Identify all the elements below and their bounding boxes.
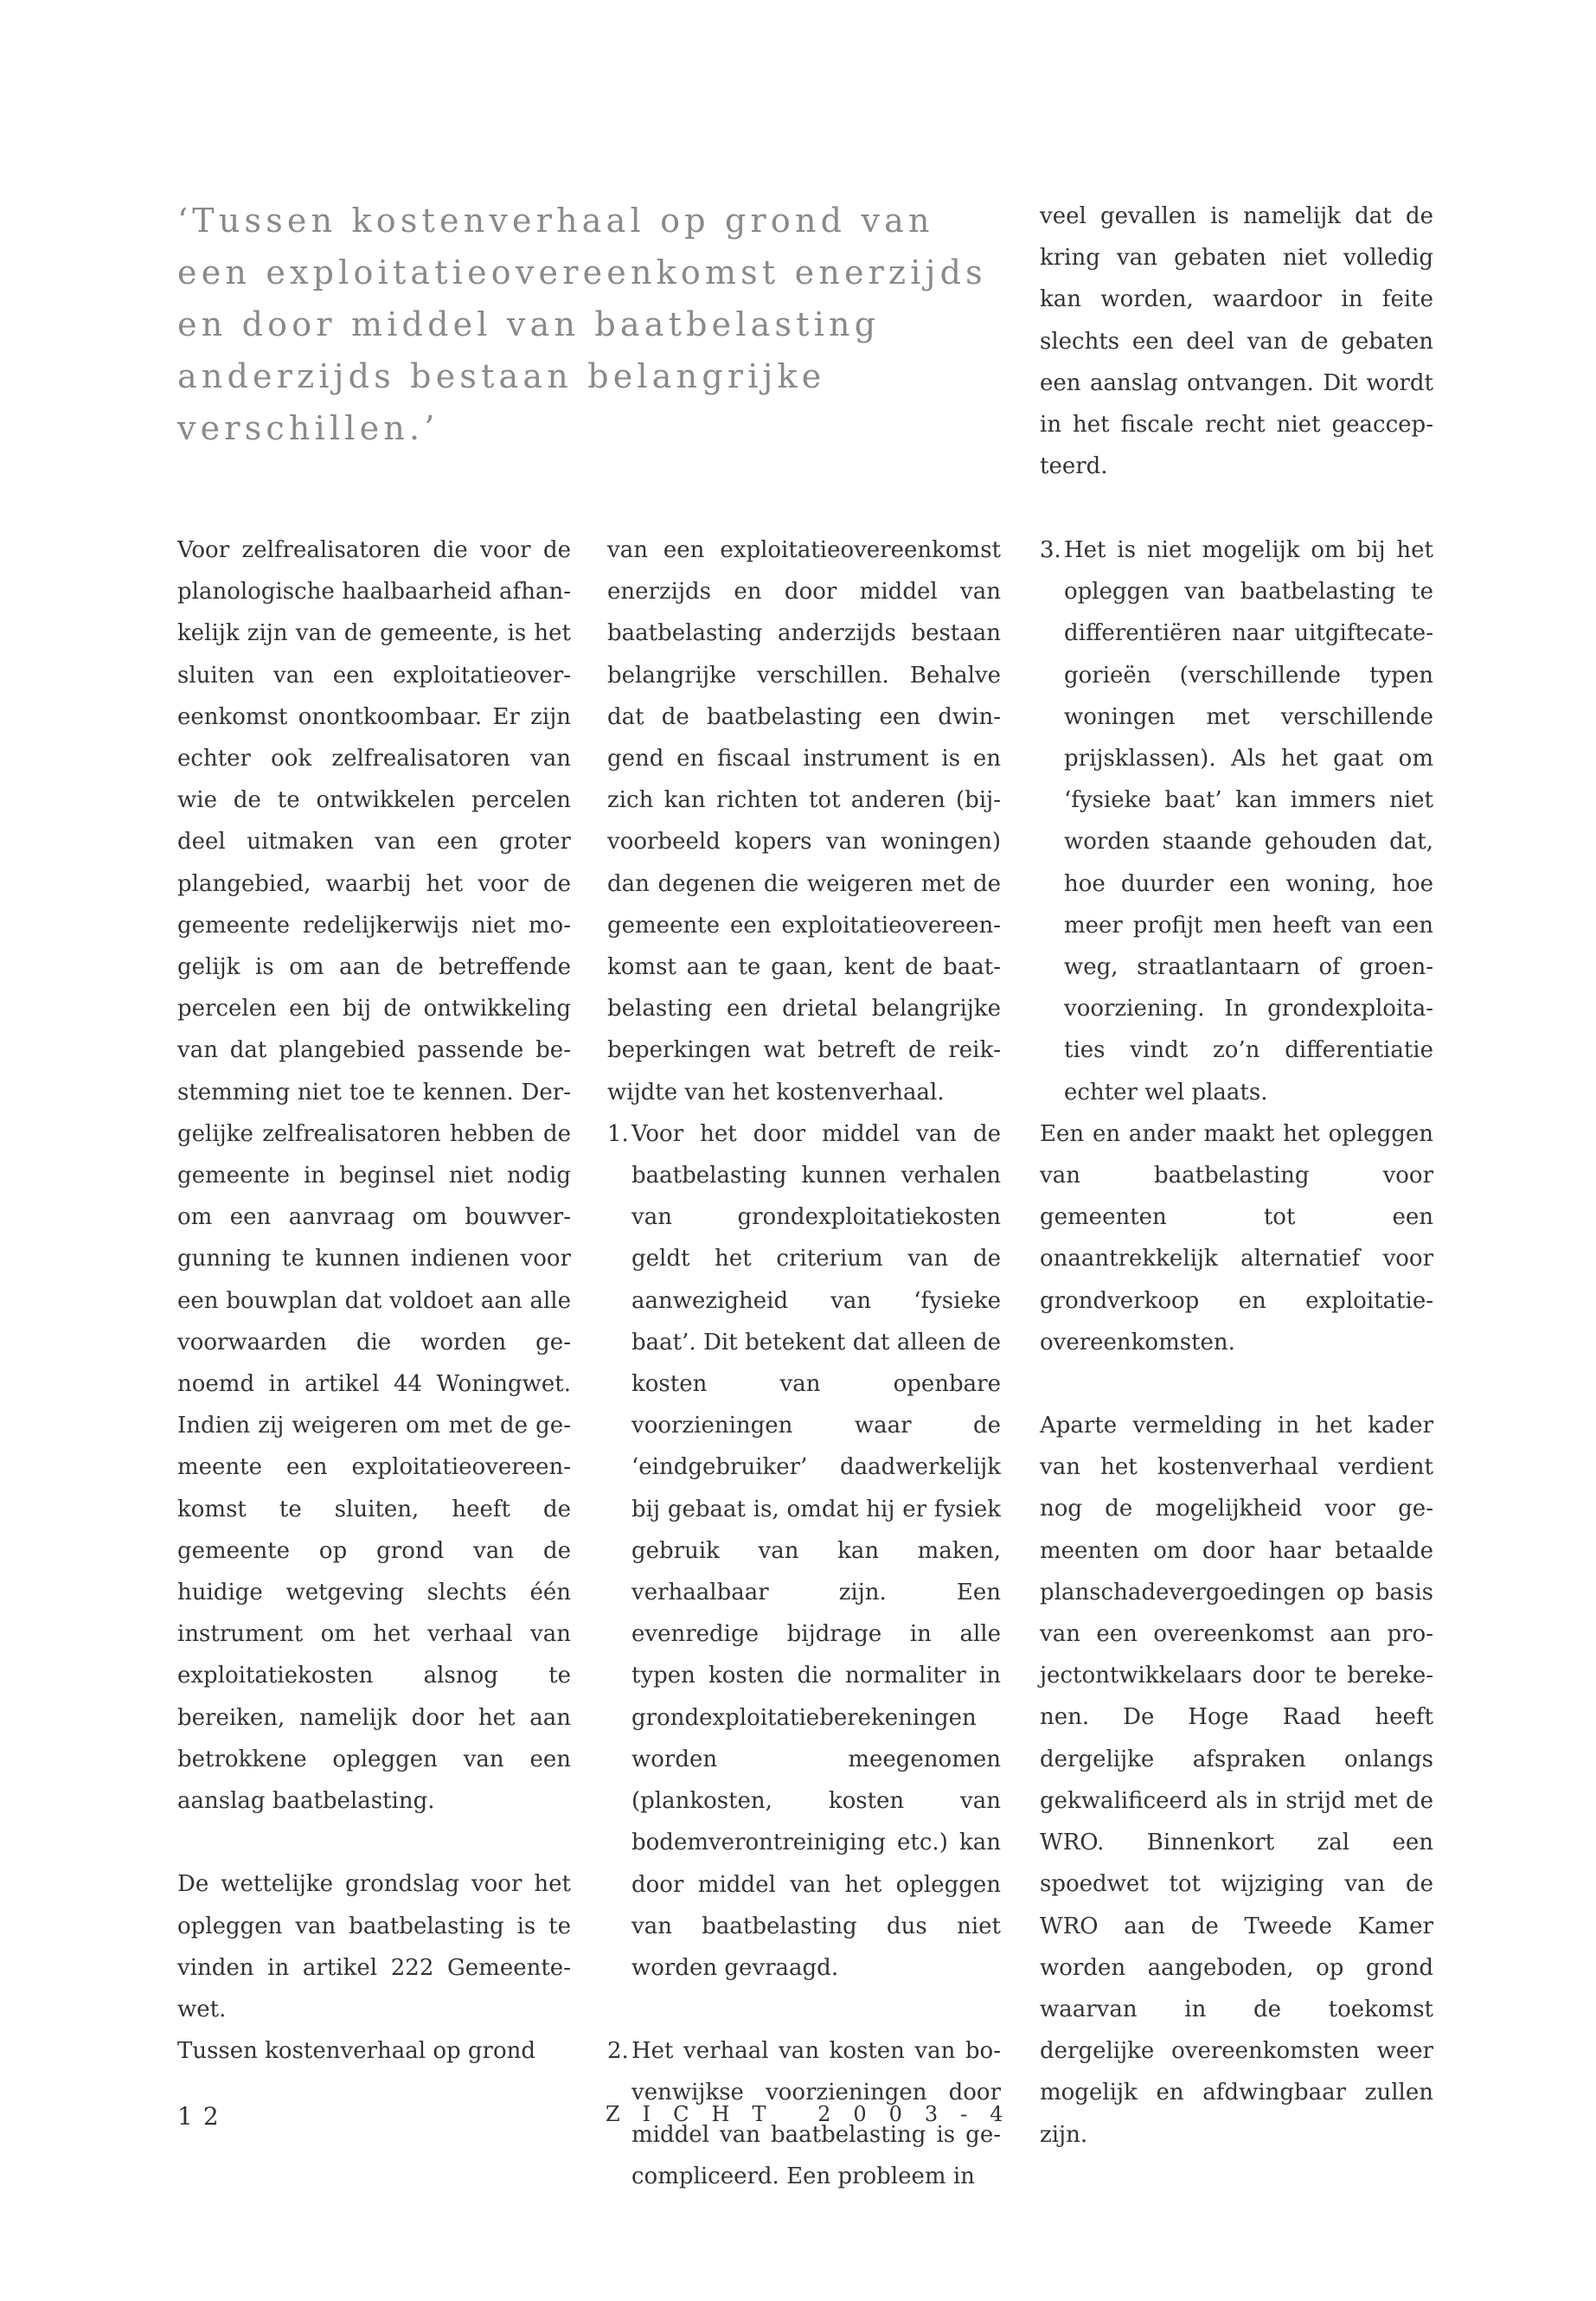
column-1 <box>177 529 571 2072</box>
paragraph: van een exploitatieovereenkomst enerzijds en door middel van baatbelasting anderzijds bestaan belangrijke verschillen. Behalve dat de baatbelasting een dwingend en fiscaal instrument is en zich kan richten tot anderen (bijvoorbeeld kopers van woningen) dan degenen die weigeren met de gemeente een exploitatieovereenkomst aan te gaan, kent de baatbelasting een drietal belangrijke beperkingen wat betreft de reikwijdte van het kostenverhaal. <box>607 537 1001 1106</box>
magazine-issue: ZICHT 2003-4 <box>606 2102 1026 2126</box>
paragraph: Aparte vermelding in het kader van het kostenverhaal verdient nog de mogelijkheid voor gemeenten om door haar betaalde planschadevergoedingen op basis van een overeenkomst aan projectontwikkelaars door te berekenen. De Hoge Raad heeft dergelijke afspraken onlangs gekwalificeerd als in strijd met de WRO. Binnenkort zal een spoedwet tot wijziging van de WRO aan de Tweede Kamer worden aangeboden, op grond waarvan in de toekomst dergelijke overeenkomsten weer mogelijk en afdwingbaar zullen zijn. <box>1040 1413 1433 2148</box>
list-item <box>1040 529 1433 1113</box>
list-item-text: Voor het door middel van de baatbelasting kunnen verhalen van grondexploitatiekosten geldt het criterium van de aanwezigheid van ‘fysieke baat’. Dit betekent dat alleen de kosten van openbare voorzieningen waar de ‘eindgebruiker’ daadwerkelijk bij gebaat is, omdat hij er fysiek gebruik van kan maken, verhaalbaar zijn. Een evenredige bijdrage in alle typen kosten die normaliter in grondexploitatieberekeningen worden meegenomen (plankosten, kosten van bodemverontreiniging etc.) kan door middel van het opleggen van baatbelasting dus niet worden gevraagd. <box>631 1120 1001 1981</box>
column-3 <box>1040 529 1433 2156</box>
numbered-list <box>607 1113 1001 2197</box>
list-item-text: Het is niet mogelijk om bij het opleggen van baatbelasting te differentiëren naar uitgiftecategorieën (verschillende typen woningen met verschillende prijsklassen). Als het gaat om ‘fysieke baat’ kan immers niet worden staande gehouden dat, hoe duurder een woning, hoe meer profijt men heeft van een weg, straatlantaarn of groenvoorziening. In grondexploitaties vindt zo’n differentiatie echter wel plaats. <box>1064 537 1433 1106</box>
paragraph: Een en ander maakt het opleggen van baatbelasting voor gemeenten tot een onaantrekkelijk alternatief voor grondverkoop en exploitatieovereenkomsten. <box>1040 1120 1433 1356</box>
column-2 <box>607 529 1001 2197</box>
list-item-text: Het verhaal van kosten van bovenwijkse voorzieningen door middel van baatbelasting is gecompliceerd. Een probleem in <box>631 2038 1001 2189</box>
paragraph: Tussen kostenverhaal op grond <box>177 2038 536 2065</box>
column-3-top <box>1040 195 1433 487</box>
list-number: 1. <box>607 1120 629 1147</box>
paragraph: De wettelijke grondslag voor het opleggen van baatbelasting is te vinden in artikel 222 Gemeentewet. <box>177 1871 571 2022</box>
page-number: 12 <box>177 2102 229 2131</box>
paragraph: veel gevallen is namelijk dat de kring van gebaten niet volledig kan worden, waardoor in feite slechts een deel van de gebaten een aanslag ontvangen. Dit wordt in het fiscale recht niet geaccepteerd. <box>1040 203 1433 480</box>
list-number: 2. <box>607 2038 629 2065</box>
numbered-list <box>1040 529 1433 1113</box>
list-item <box>607 1113 1001 1989</box>
pull-quote: ‘Tussen kostenverhaal op grond van een exploitatieovereenkomst enerzijds en door middel van baatbelasting anderzijds bestaan belangrijke verschillen.’ <box>177 202 987 447</box>
paragraph: Voor zelfrealisatoren die voor de planologische haalbaarheid afhankelijk zijn van de gemeente, is het sluiten van een exploitatieovereenkomst onontkoombaar. Er zijn echter ook zelfrealisatoren van wie de te ontwikkelen percelen deel uitmaken van een groter plangebied, waarbij het voor de gemeente redelijkerwijs niet mogelijk is om aan de betreffende percelen een bij de ontwikkeling van dat plangebied passende bestemming niet toe te kennen. Dergelijke zelfrealisatoren hebben de gemeente in beginsel niet nodig om een aanvraag om bouwvergunning te kunnen indienen voor een bouwplan dat voldoet aan alle voorwaarden die worden genoemd in artikel 44 Woningwet. Indien zij weigeren om met de gemeente een exploitatieovereenkomst te sluiten, heeft de gemeente op grond van de huidige wetgeving slechts één instrument om het verhaal van exploitatiekosten alsnog te bereiken, namelijk door het aan betrokkene opleggen van een aanslag baatbelasting. <box>177 537 571 1815</box>
list-number: 3. <box>1040 537 1061 563</box>
